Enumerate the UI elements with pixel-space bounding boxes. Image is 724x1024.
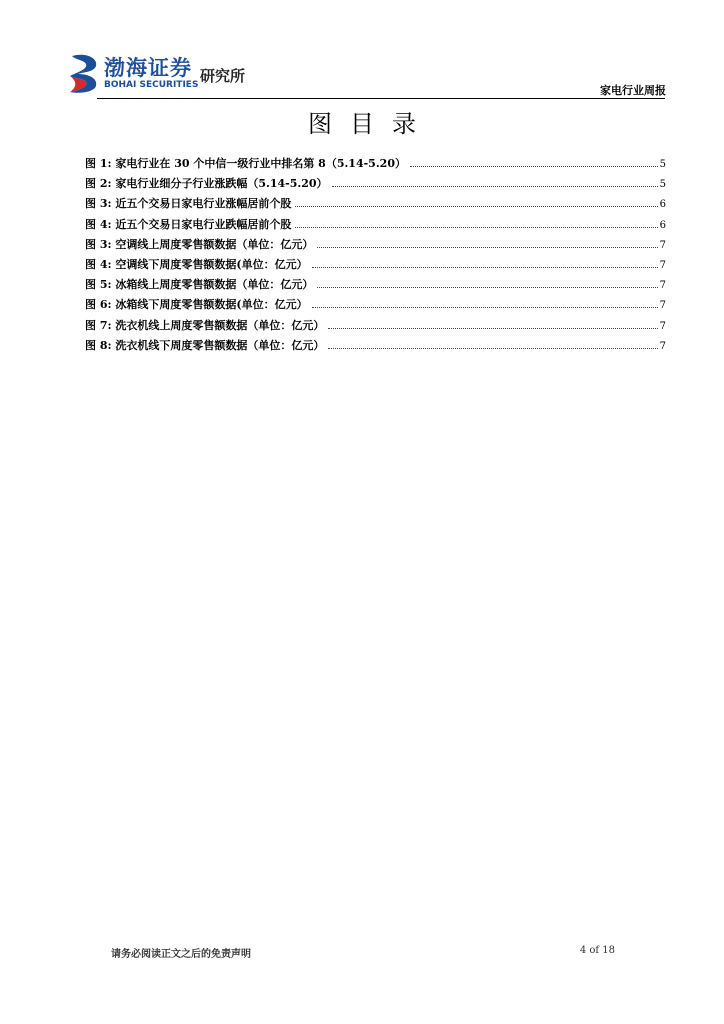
- toc-entry-label: 图 6: 冰箱线下周度零售额数据(单位：亿元）: [85, 298, 308, 312]
- toc-entry[interactable]: [85, 155, 666, 175]
- toc-entry-label: 图 7: 洗衣机线上周度零售额数据（单位：亿元）: [85, 318, 325, 332]
- toc-dot-leader: [295, 206, 657, 207]
- toc-entry-label: 图 1: 家电行业在 30 个中信一级行业中排名第 8（5.14-5.20）: [85, 157, 406, 170]
- logo-chinese-name: 渤海证券: [104, 56, 192, 80]
- toc-entry[interactable]: [85, 195, 666, 215]
- toc-entry-page: 6: [659, 199, 666, 211]
- header-divider: [97, 98, 665, 99]
- toc-entry-page: 5: [659, 159, 666, 170]
- institute-label: 研究所: [200, 67, 246, 85]
- toc-entry-page: 7: [659, 280, 666, 292]
- toc-entry[interactable]: [85, 337, 666, 357]
- toc-entry[interactable]: [85, 276, 666, 296]
- report-title: 家电行业周报: [600, 84, 666, 97]
- toc-entry-page: 7: [659, 259, 666, 271]
- toc-dot-leader: [312, 307, 658, 308]
- footer-disclaimer: 请务必阅读正文之后的免责声明: [111, 949, 251, 960]
- toc-entry-page: 7: [659, 239, 666, 251]
- toc-entry-label: 图 2: 家电行业细分子行业涨跌幅（5.14-5.20）: [85, 177, 328, 191]
- toc-dot-leader: [317, 247, 657, 248]
- toc-entry-label: 图 8: 洗衣机线下周度零售额数据（单位：亿元）: [85, 338, 325, 352]
- page-header: [66, 48, 666, 100]
- toc-entry-page: 7: [659, 320, 666, 332]
- toc-entry-label: 图 3: 空调线上周度零售额数据（单位：亿元）: [85, 237, 314, 251]
- toc-entry-label: 图 4: 空调线下周度零售额数据(单位：亿元）: [85, 257, 308, 271]
- toc-dot-leader: [410, 166, 658, 167]
- toc-entry-page: 6: [659, 219, 666, 231]
- toc-entry[interactable]: [85, 317, 666, 337]
- toc-entry[interactable]: [85, 296, 666, 316]
- toc-entry[interactable]: [85, 216, 666, 236]
- toc-dot-leader: [295, 227, 657, 228]
- toc-dot-leader: [312, 267, 658, 268]
- toc-entry-label: 图 5: 冰箱线上周度零售额数据（单位：亿元）: [85, 278, 314, 292]
- toc-title: 图目录: [308, 110, 434, 138]
- toc-dot-leader: [317, 287, 657, 288]
- toc-entry[interactable]: [85, 236, 666, 256]
- toc-dot-leader: [328, 348, 657, 349]
- figure-toc-list: [85, 155, 666, 357]
- logo-english-name: BOHAI SECURITIES: [104, 80, 199, 90]
- toc-dot-leader: [332, 186, 658, 187]
- toc-entry-page: 5: [659, 179, 666, 191]
- toc-entry-label: 图 4: 近五个交易日家电行业跌幅居前个股: [85, 217, 292, 231]
- toc-dot-leader: [328, 328, 657, 329]
- footer-page-number: 4 of 18: [579, 945, 615, 956]
- toc-entry-page: 7: [659, 300, 666, 312]
- toc-entry[interactable]: [85, 256, 666, 276]
- toc-entry-label: 图 3: 近五个交易日家电行业涨幅居前个股: [85, 197, 292, 211]
- toc-entry-page: 7: [659, 340, 666, 352]
- toc-entry[interactable]: [85, 175, 666, 195]
- bohai-logo-icon: [66, 52, 100, 94]
